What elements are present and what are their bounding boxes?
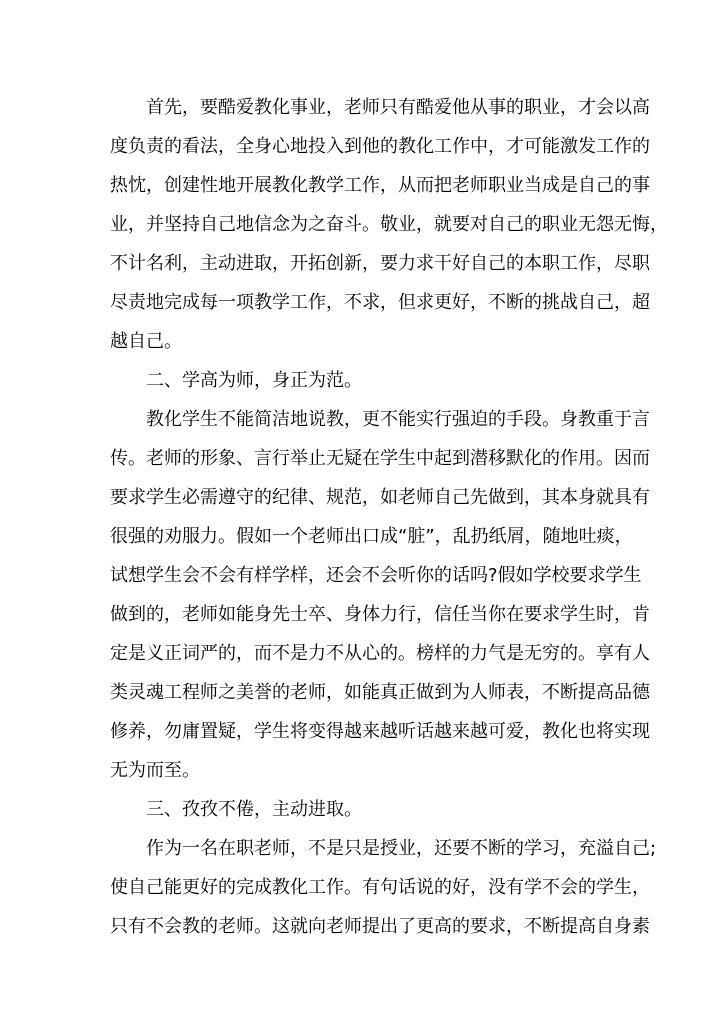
text-line: 作为一名在职老师，不是只是授业，还要不断的学习，充溢自己;	[146, 838, 657, 859]
text-line: 只有不会教的老师。这就向老师提出了更高的要求，不断提高自身素	[110, 916, 650, 937]
section-heading: 二、学高为师，身正为范。	[146, 370, 362, 391]
text-line: 传。老师的形象、言行举止无疑在学生中起到潜移默化的作用。因而	[110, 448, 650, 469]
text-line: 使自己能更好的完成教化工作。有句话说的好，没有学不会的学生，	[110, 877, 650, 898]
text-line: 尽责地完成每一项教学工作，不求，但求更好，不断的挑战自己，超	[110, 292, 650, 313]
text-line: 业，并坚持自己地信念为之奋斗。敬业，就要对自己的职业无怨无悔，	[110, 214, 668, 235]
section-heading: 三、孜孜不倦，主动进取。	[146, 799, 362, 820]
text-line: 要求学生必需遵守的纪律、规范，如老师自己先做到，其本身就具有	[110, 487, 650, 508]
text-line: 试想学生会不会有样学样，还会不会听你的话吗?假如学校要求学生	[110, 565, 642, 586]
text-line: 热忱，创建性地开展教化教学工作，从而把老师职业当成是自己的事	[110, 175, 650, 196]
text-line: 定是义正词严的，而不是力不从心的。榜样的力气是无穷的。享有人	[110, 643, 650, 664]
text-line: 类灵魂工程师之美誉的老师，如能真正做到为人师表，不断提高品德	[110, 682, 650, 703]
text-line: 无为而至。	[110, 760, 200, 781]
text-line: 很强的劝服力。假如一个老师出口成“脏”，乱扔纸屑，随地吐痰，	[110, 526, 633, 547]
document-body	[110, 88, 668, 946]
text-line: 教化学生不能简洁地说教，更不能实行强迫的手段。身教重于言	[146, 409, 650, 430]
text-line: 首先，要酷爱教化事业，老师只有酷爱他从事的职业，才会以高	[146, 97, 650, 118]
text-line: 不计名利，主动进取，开拓创新，要力求干好自己的本职工作，尽职	[110, 253, 650, 274]
text-line: 修养，勿庸置疑，学生将变得越来越听话越来越可爱，教化也将实现	[110, 721, 650, 742]
text-line: 越自己。	[110, 331, 182, 352]
text-line: 度负责的看法，全身心地投入到他的教化工作中，才可能激发工作的	[110, 136, 650, 157]
text-line: 做到的，老师如能身先士卒、身体力行，信任当你在要求学生时，肯	[110, 604, 650, 625]
